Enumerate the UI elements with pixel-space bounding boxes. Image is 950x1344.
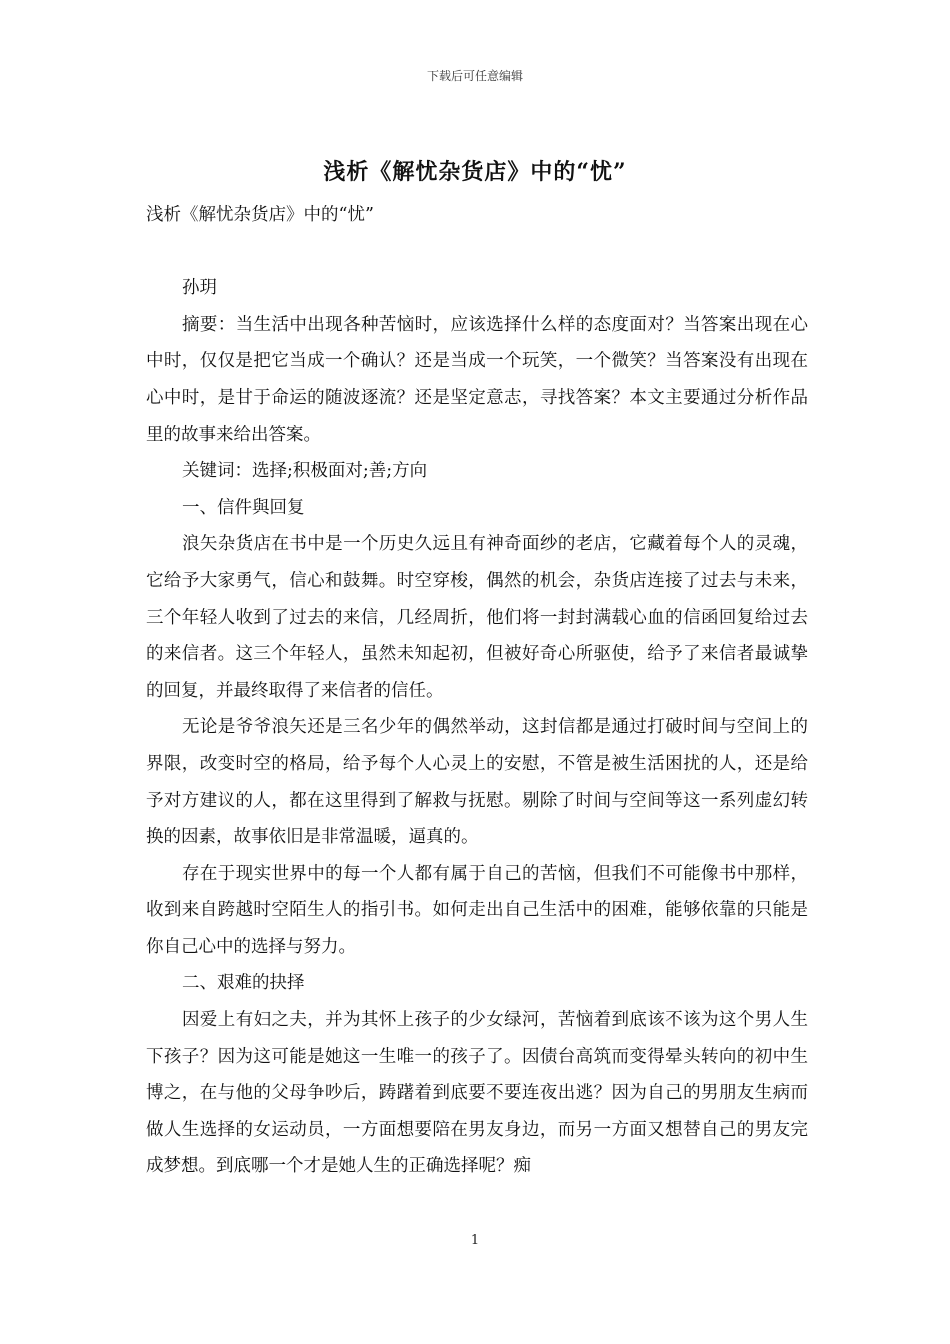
document-title: 浅析《解忧杂货店》中的“忧” [323, 159, 627, 185]
paragraph: 存在于现实世界中的每一个人都有属于自己的苦恼，但我们不可能像书中那样，收到来自跨越时空陌生人的指引书。如何走出自己生活中的困难，能够依靠的只能是你自己心中的选择与努力。 [146, 863, 808, 957]
author: 孙玥 [182, 278, 217, 299]
paragraph: 因爱上有妇之夫，并为其怀上孩子的少女绿河，苦恼着到底该不该为这个男人生下孩子？因为这可能是她这一生唯一的孩子了。因债台高筑而变得晕头转向的初中生博之，在与他的父母争吵后，踌躇着到底要不要连夜出逃？因为自己的男朋友生病而做人生选择的女运动员，一方面想要陪在男友身边，而另一方面又想替自己的男友完成梦想。到底哪一个才是她人生的正确选择呢？痴 [146, 1010, 808, 1177]
paragraph: 浪矢杂货店在书中是一个历史久远且有神奇面纱的老店，它藏着每个人的灵魂，它给予大家勇气，信心和鼓舞。时空穿梭，偶然的机会，杂货店连接了过去与未来，三个年轻人收到了过去的来信，几经周折，他们将一封封满载心血的信函回复给过去的来信者。这三个年轻人，虽然未知起初，但被好奇心所驱使，给予了来信者最诚挚的回复，并最终取得了来信者的信任。 [146, 534, 808, 701]
page-number: 1 [470, 1233, 480, 1248]
section-heading: 一、信件與回复 [182, 497, 305, 518]
section-heading: 二、艰难的抉择 [182, 973, 305, 994]
paragraph: 无论是爷爷浪矢还是三名少年的偶然举动，这封信都是通过打破时间与空间上的界限，改变时空的格局，给予每个人心灵上的安慰，不管是被生活困扰的人，还是给予对方建议的人，都在这里得到了解救与抚慰。剔除了时间与空间等这一系列虚幻转换的因素，故事依旧是非常温暖，逼真的。 [146, 717, 808, 848]
abstract: 摘要：当生活中出现各种苦恼时，应该选择什么样的态度面对？当答案出现在心中时，仅仅是把它当成一个确认？还是当成一个玩笑，一个微笑？当答案没有出现在心中时，是甘于命运的随波逐流？还是坚定意志，寻找答案？本文主要通过分析作品里的故事来给出答案。 [146, 314, 808, 445]
page-header: 下载后可任意编辑 [426, 69, 523, 83]
subtitle: 浅析《解忧杂货店》中的“忧” [146, 205, 374, 225]
blank-line [146, 234, 808, 271]
document-body [146, 197, 808, 1185]
keywords: 关键词：选择;积极面对;善;方向 [182, 461, 428, 482]
